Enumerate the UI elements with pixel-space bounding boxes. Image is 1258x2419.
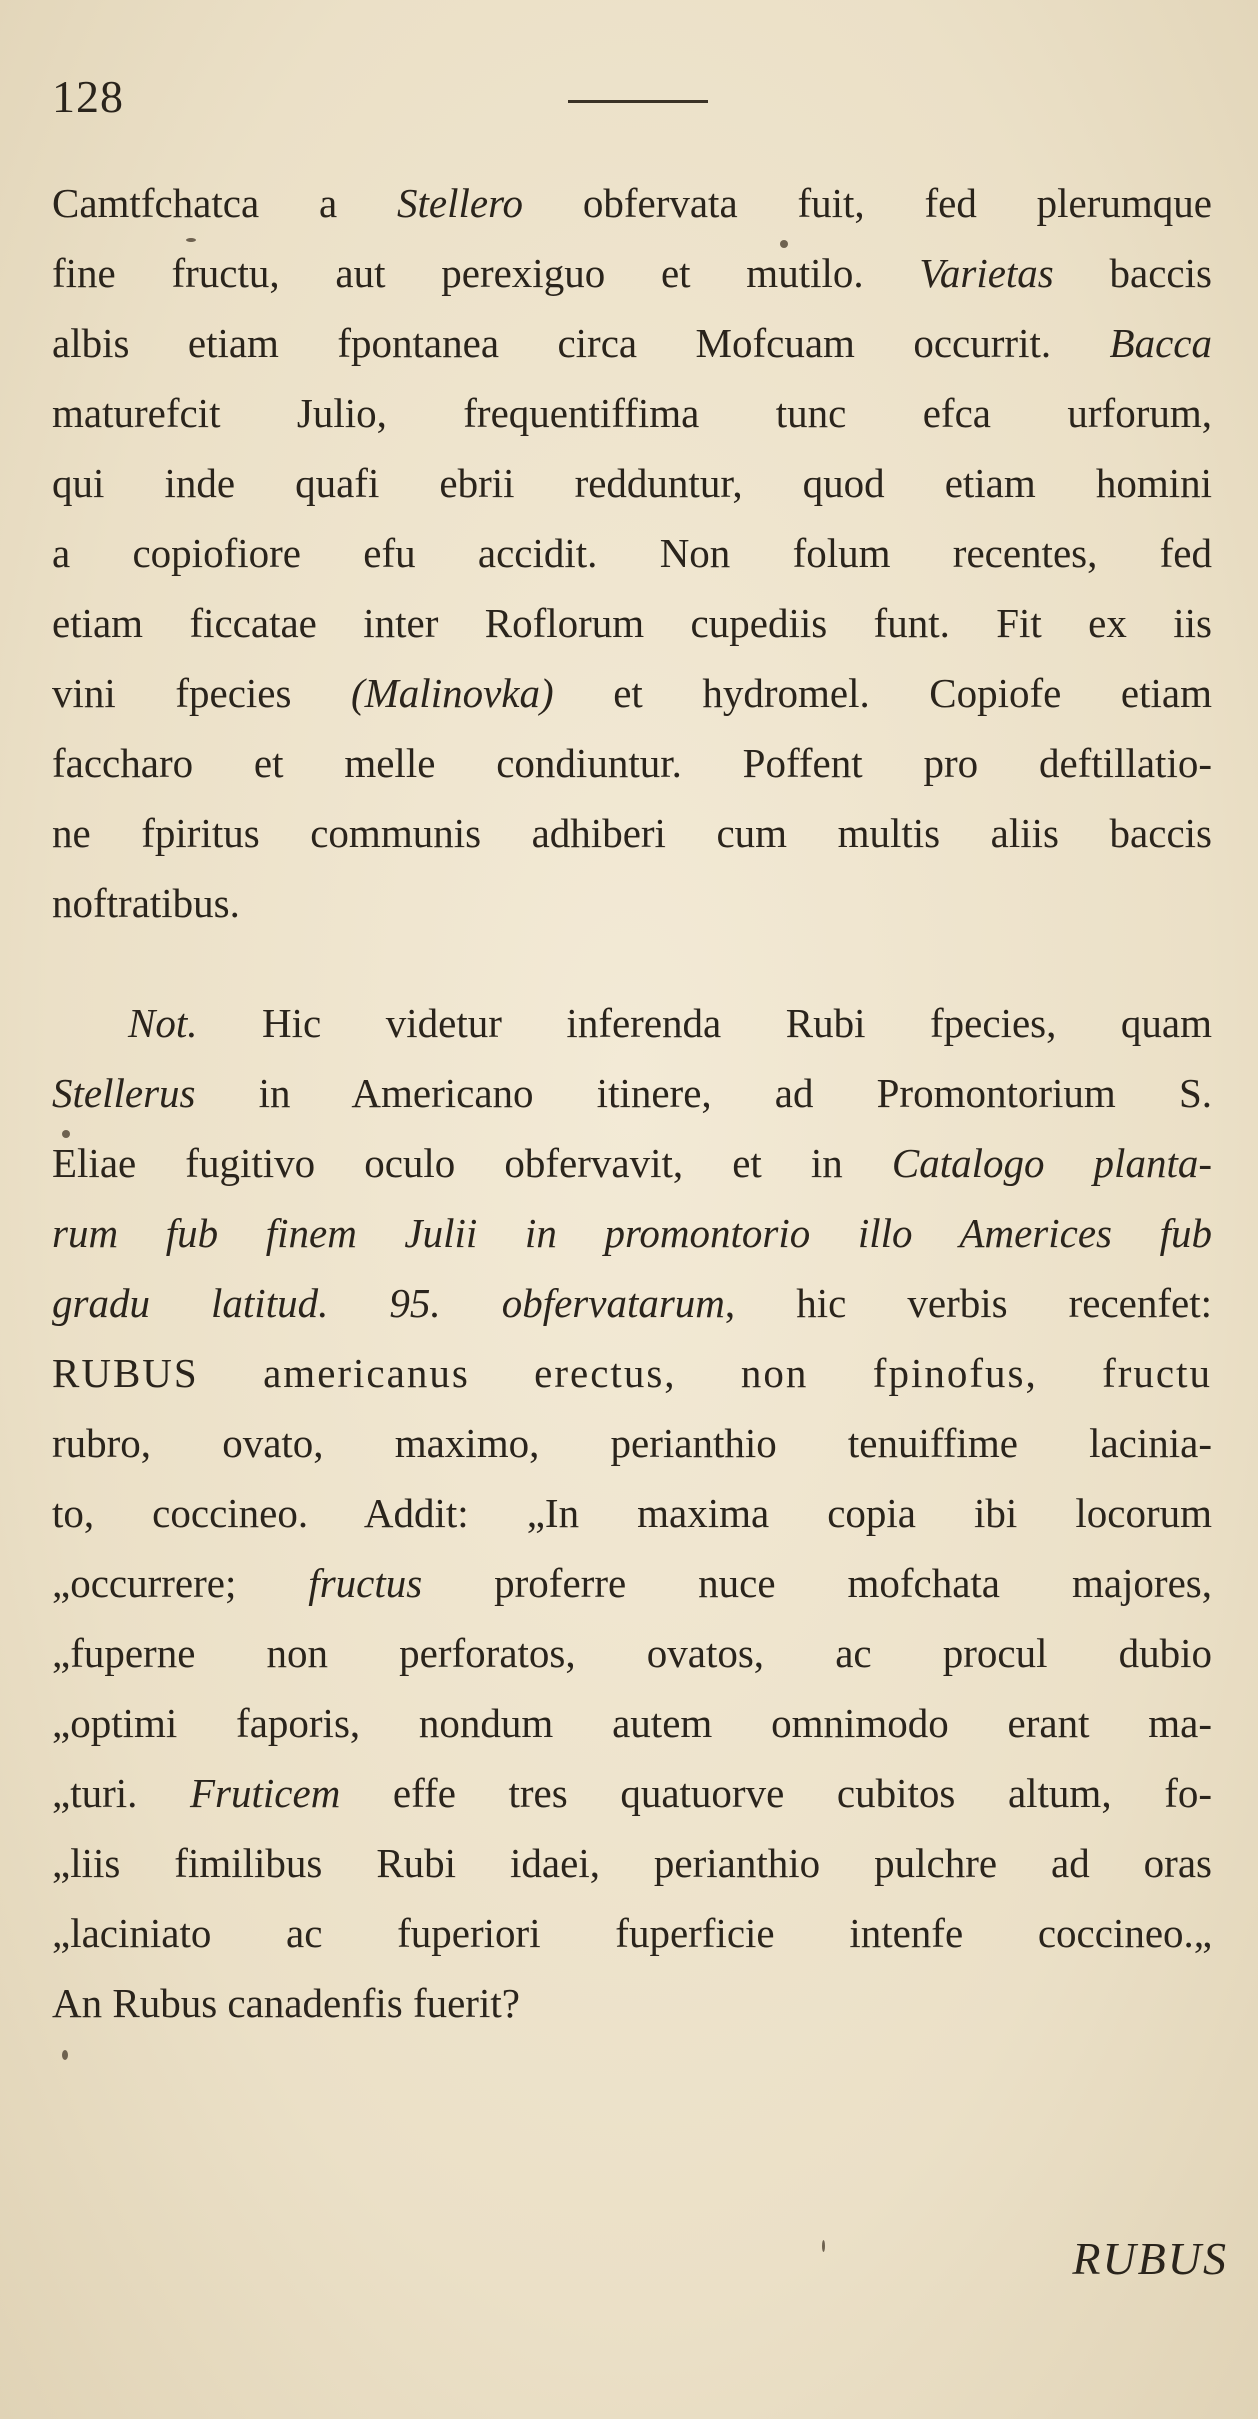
note-line: Not. Hic videtur inferenda Rubi fpecies, quam xyxy=(128,1000,1212,1046)
ink-speck xyxy=(62,1130,70,1138)
ink-speck xyxy=(186,238,196,242)
text-line: ne fpiritus communis adhiberi cum multis aliis baccis xyxy=(52,810,1212,856)
text-line: qui inde quafi ebrii redduntur, quod etiam homini xyxy=(52,460,1212,506)
text-line: albis etiam fpontanea circa Mofcuam occurrit. Bacca xyxy=(52,320,1212,366)
text-line: „laciniato ac fuperiori fuperficie intenfe coccineo.„ xyxy=(52,1910,1212,1956)
text-line: RUBUS americanus erectus, non fpinofus, fructu xyxy=(52,1350,1212,1396)
text-line: An Rubus canadenfis fuerit? xyxy=(52,1980,520,2026)
text-line: Eliae fugitivo oculo obfervavit, et in Catalogo planta- xyxy=(52,1140,1212,1186)
text-line: „turi. Fruticem effe tres quatuorve cubitos altum, fo- xyxy=(52,1770,1212,1816)
header-rule xyxy=(568,100,708,103)
text-line: a copiofiore efu accidit. Non folum recentes, fed xyxy=(52,530,1212,576)
text-line: etiam ficcatae inter Roflorum cupediis funt. Fit ex iis xyxy=(52,600,1212,646)
text-line: to, coccineo. Addit: „In maxima copia ibi locorum xyxy=(52,1490,1212,1536)
page-number: 128 xyxy=(52,71,124,122)
text-line: Stellerus in Americano itinere, ad Promontorium S. xyxy=(52,1070,1212,1116)
text-line: Camtfchatca a Stellero obfervata fuit, fed plerumque xyxy=(52,180,1212,226)
text-line: faccharo et melle condiuntur. Poffent pro deftillatio- xyxy=(52,740,1212,786)
text-line: maturefcit Julio, frequentiffima tunc efca urforum, xyxy=(52,390,1212,436)
ink-speck xyxy=(62,2050,68,2060)
text-line: „fuperne non perforatos, ovatos, ac procul dubio xyxy=(52,1630,1212,1676)
text-line: rum fub finem Julii in promontorio illo Americes fub xyxy=(52,1210,1212,1256)
text-line: „occurrere; fructus proferre nuce mofchata majores, xyxy=(52,1560,1212,1606)
text-line: „optimi faporis, nondum autem omnimodo erant ma- xyxy=(52,1700,1212,1746)
catchword: RUBUS xyxy=(1072,2233,1228,2284)
ink-speck xyxy=(780,240,788,248)
text-line: rubro, ovato, maximo, perianthio tenuiffime lacinia- xyxy=(52,1420,1212,1466)
text-line: fine fructu, aut perexiguo et mutilo. Varietas baccis xyxy=(52,250,1212,296)
ink-speck xyxy=(822,2240,825,2252)
text-line: vini fpecies (Malinovka) et hydromel. Copiofe etiam xyxy=(52,670,1212,716)
text-line: gradu latitud. 95. obfervatarum, hic verbis recenfet: xyxy=(52,1280,1213,1326)
text-line: noftratibus. xyxy=(52,880,240,926)
text-line: „liis fimilibus Rubi idaei, perianthio pulchre ad oras xyxy=(52,1840,1212,1886)
